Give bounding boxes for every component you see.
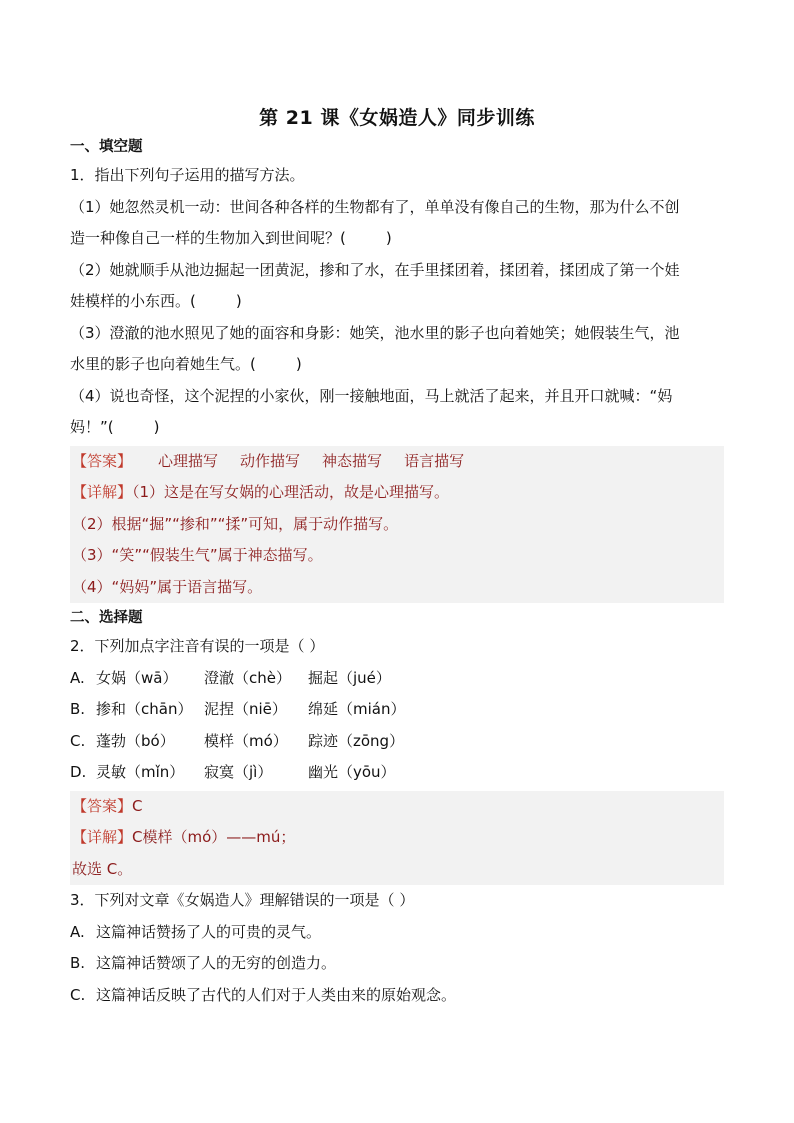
option-word-2: 寂寞（jì） [204, 763, 273, 781]
option-word-1: 蓬勃（bó） [96, 731, 175, 750]
question-3-option-b[interactable] [70, 948, 724, 980]
option-word-2: 泥捏（niē） [204, 700, 287, 718]
question-3-stem: 3．下列对文章《女娲造人》理解错误的一项是（ ） [70, 891, 415, 909]
question-3-option-a[interactable] [70, 917, 724, 949]
detail-line-4-q1: （4）“妈妈”属于语言描写。 [72, 577, 263, 596]
option-prefix: B. [70, 954, 86, 972]
question-1-item-3-line-2 [70, 349, 724, 381]
answer-item-3: 神态描写 [322, 451, 383, 470]
option-prefix: D. [70, 763, 87, 781]
page-title: 第 21 课《女娲造人》同步训练 [259, 107, 535, 129]
question-2-option-c[interactable] [70, 726, 724, 758]
question-2-option-a[interactable] [70, 663, 724, 695]
answer-tag: 【答案】 [72, 451, 133, 470]
answer-line-q2 [72, 791, 722, 823]
option-word-3: 幽光（yōu） [308, 763, 396, 781]
section-heading-multiple-choice: 二、选择题 [70, 610, 143, 626]
detail-text-1: （1）这是在写女娲的心理活动，故是心理描写。 [132, 483, 450, 501]
detail-line-3-q1: （3）“笑”“假装生气”属于神态描写。 [72, 546, 323, 564]
close-paren: ) [235, 292, 242, 310]
option-text: 这篇神话反映了古代的人们对于人类由来的原始观念。 [96, 985, 457, 1004]
option-word-3: 踪迹（zōng） [308, 731, 405, 750]
document-content [70, 102, 724, 1011]
item-2-text: 娃模样的小东西。( [70, 292, 196, 310]
option-word-1: 掺和（chān） [96, 700, 193, 718]
detail-line-2-q1: （2）根据“掘”“掺和”“揉”可知，属于动作描写。 [72, 514, 399, 533]
detail-line-q2 [72, 822, 722, 854]
detail-line-1-q1 [72, 477, 722, 509]
option-prefix: A. [70, 668, 85, 687]
question-1-stem: 1．指出下列句子运用的描写方法。 [70, 166, 305, 184]
answer-box-q2 [70, 791, 724, 886]
option-text: 这篇神话赞扬了人的可贵的灵气。 [96, 922, 322, 941]
option-word-1: 灵敏（mǐn） [96, 763, 185, 781]
answer-box-q1 [70, 446, 724, 604]
question-1-item-4-line-2 [70, 412, 724, 444]
option-word-3: 绵延（mián） [308, 700, 406, 718]
question-1-item-4-line-1: （4）说也奇怪，这个泥捏的小家伙，刚一接触地面，马上就活了起来，并且开口就喊：“妈 [70, 386, 673, 405]
question-3-option-c[interactable] [70, 980, 724, 1012]
section-heading-fill-blank: 一、填空题 [70, 139, 143, 155]
item-4-text: 妈！”( [70, 418, 114, 436]
conclusion-line-q2: 故选 C。 [72, 859, 133, 878]
option-prefix: A. [70, 922, 85, 941]
answer-tag: 【答案】 [72, 796, 133, 815]
option-prefix: B. [70, 700, 86, 718]
option-word-2: 模样（mó） [204, 731, 288, 750]
answer-item-2: 动作描写 [240, 451, 301, 470]
option-word-1: 女娲（wā） [96, 668, 178, 687]
option-word-3: 掘起（jué） [308, 668, 391, 687]
answer-item-1: 心理描写 [158, 451, 219, 470]
option-prefix: C. [70, 985, 86, 1004]
question-1-item-2-line-1: （2）她就顺手从池边掘起一团黄泥，掺和了水，在手里揉团着，揉团着，揉团成了第一个娃 [70, 260, 680, 279]
close-paren: ) [295, 355, 302, 373]
detail-tag: 【详解】 [72, 483, 133, 501]
close-paren: ) [153, 418, 160, 436]
question-2-option-d[interactable] [70, 757, 724, 789]
question-1-item-1-line-1: （1）她忽然灵机一动：世间各种各样的生物都有了，单单没有像自己的生物，那为什么不创 [70, 197, 680, 216]
question-1-item-2-line-2 [70, 286, 724, 318]
question-2-option-b[interactable] [70, 694, 724, 726]
question-1-item-3-line-1: （3）澄澈的池水照见了她的面容和身影：她笑，池水里的影子也向着她笑；她假装生气，池 [70, 323, 680, 342]
detail-value: C模样（mó）——mú； [132, 828, 296, 846]
item-3-text: 水里的影子也向着她生气。( [70, 355, 256, 373]
close-paren: ) [385, 229, 392, 247]
option-text: 这篇神话赞颂了人的无穷的创造力。 [96, 954, 337, 972]
item-1-text: 造一种像自己一样的生物加入到世间呢？( [70, 229, 346, 247]
question-2-stem: 2．下列加点字注音有误的一项是（ ） [70, 637, 325, 655]
answer-line-q1 [72, 446, 722, 478]
answer-value: C [132, 796, 143, 815]
answer-item-4: 语言描写 [404, 451, 465, 470]
detail-tag: 【详解】 [72, 828, 133, 846]
option-prefix: C. [70, 731, 86, 750]
option-word-2: 澄澈（chè） [204, 668, 291, 687]
question-1-item-1-line-2 [70, 223, 724, 255]
